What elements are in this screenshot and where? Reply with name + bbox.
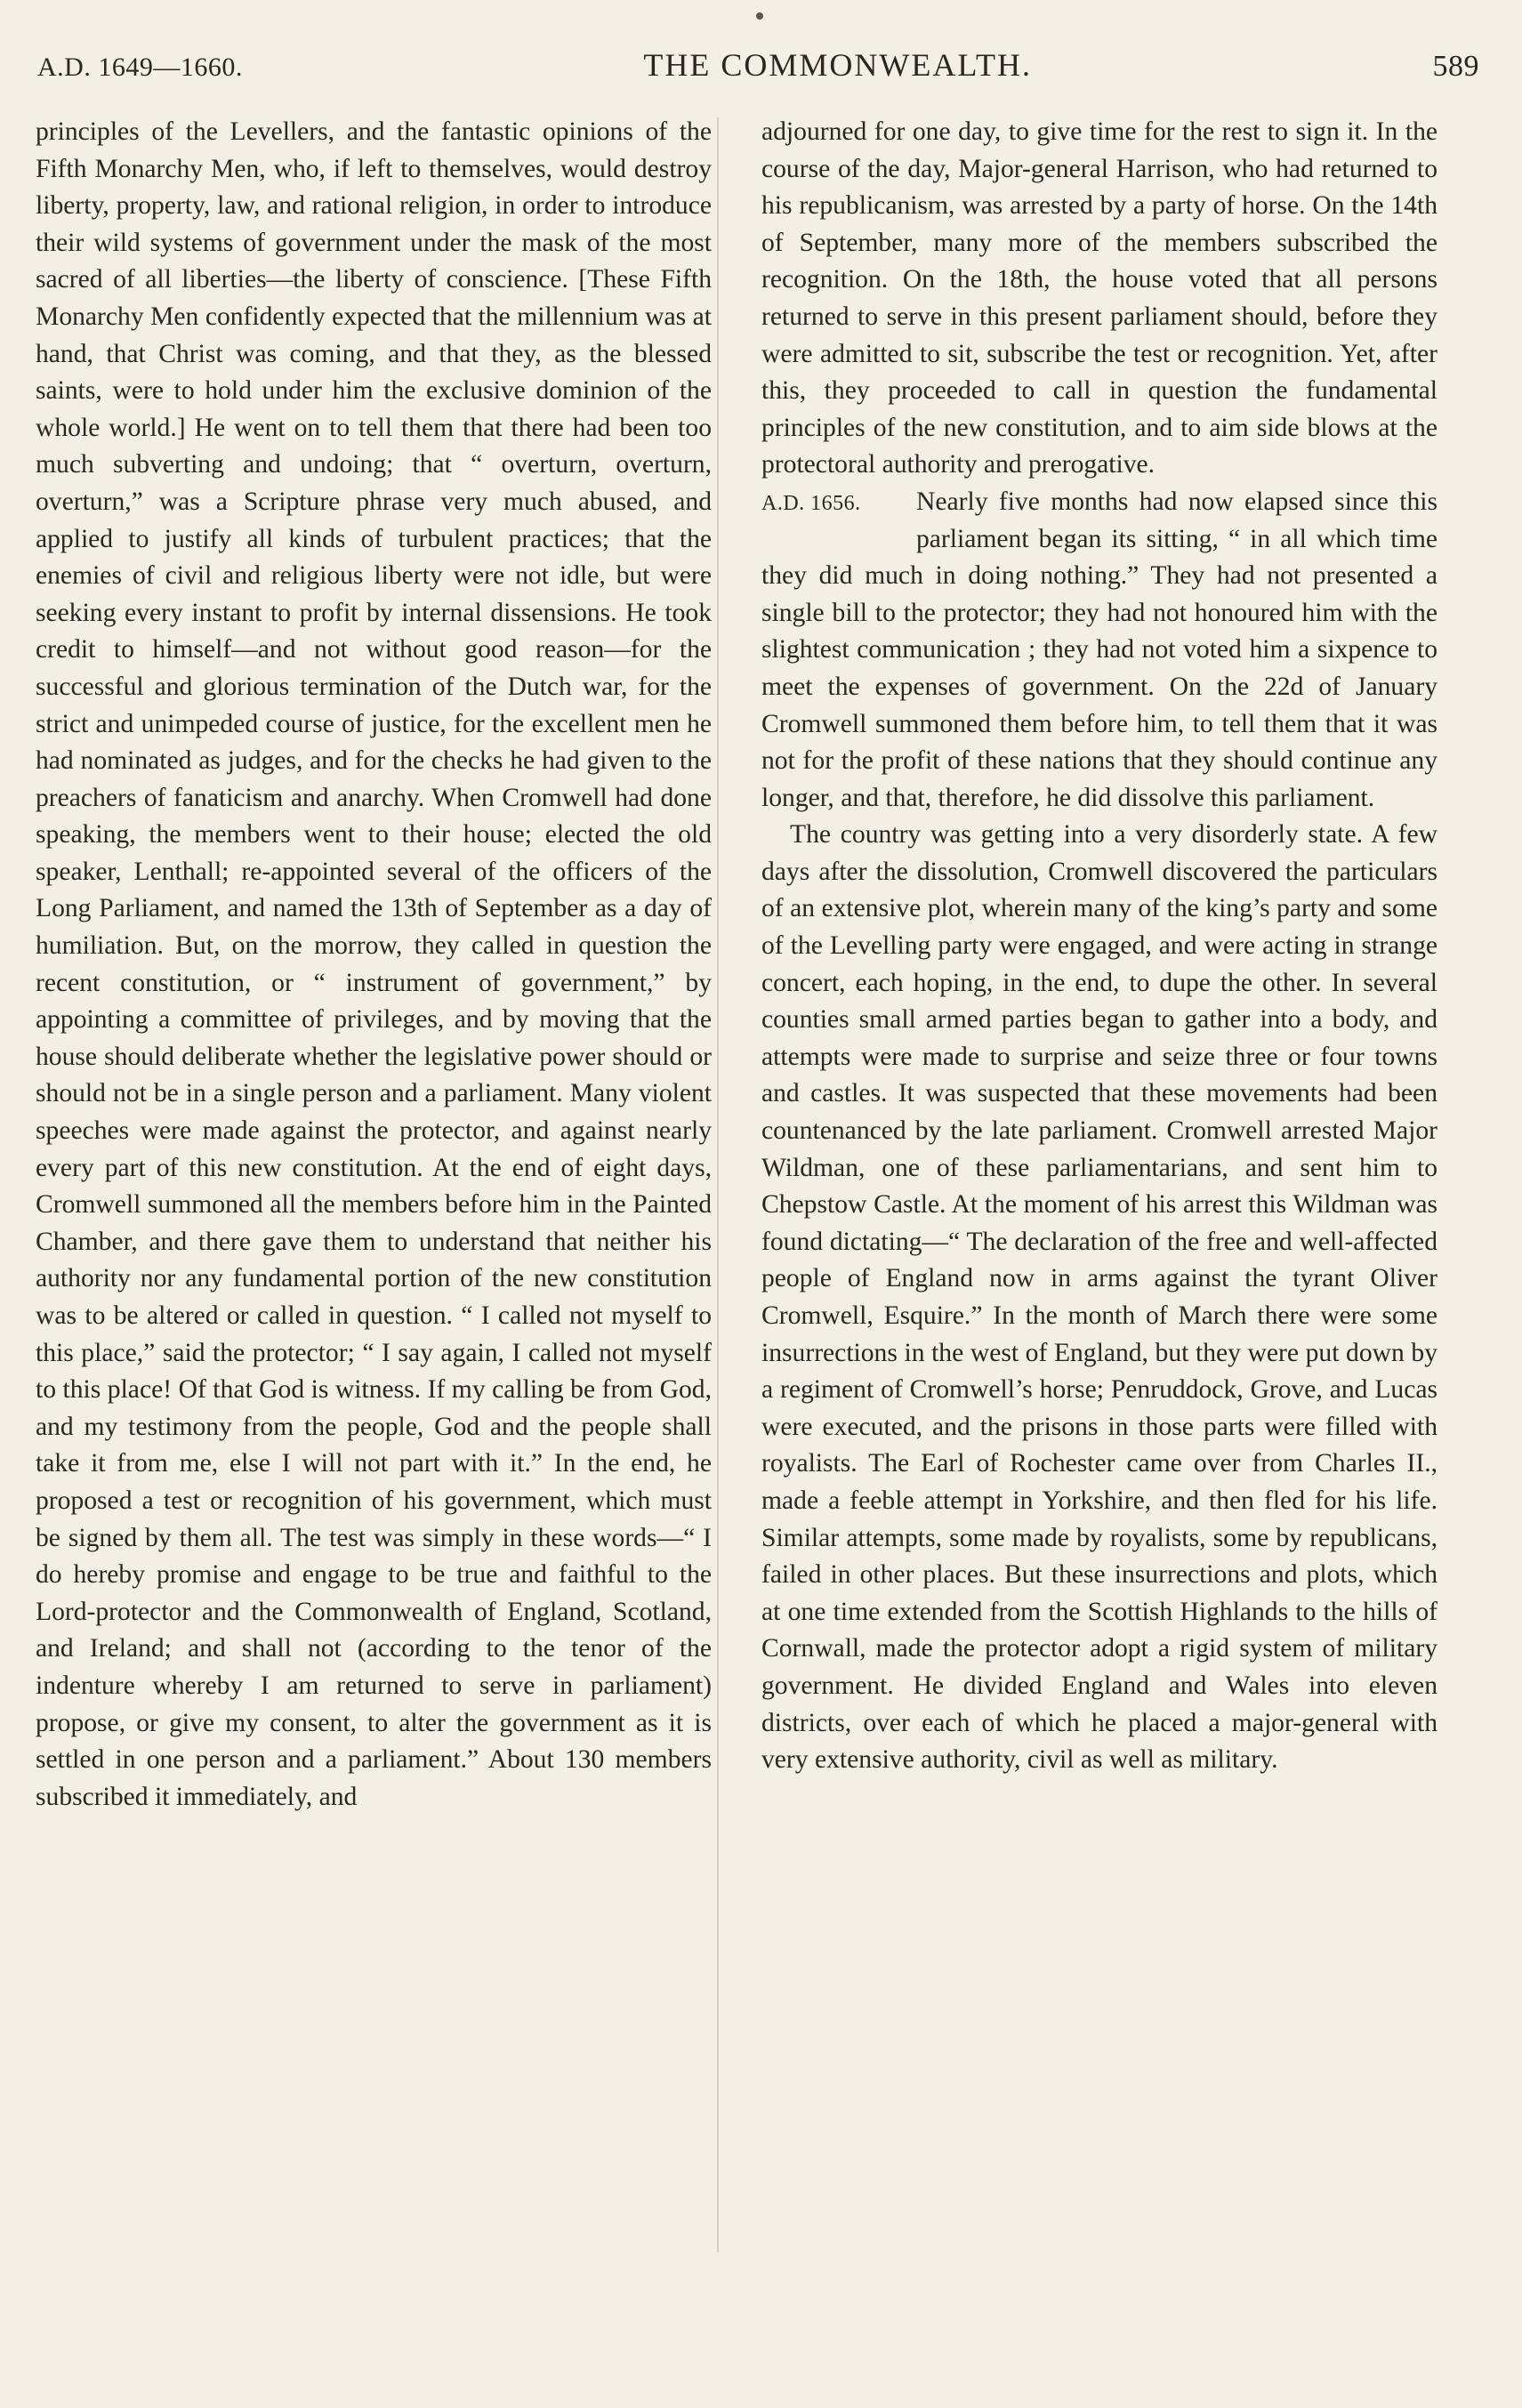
text-columns (36, 114, 1487, 2382)
page-number: 589 (1432, 50, 1479, 83)
header-title: THE COMMONWEALTH. (643, 47, 1032, 83)
right-paragraph-2-block (761, 484, 1437, 817)
header-date-range: A.D. 1649—1660. (37, 52, 243, 82)
right-paragraph-1: adjourned for one day, to give time for the rest to sign it. In the course of the day, Major-general Harrison, who had returned to his republicanism, was arrested by a party of horse. On the 14th of September, many more of the members subscribed the recognition. On the 18th, the house voted that all persons returned to serve in this present parliament should, before they were admitted to sit, subscribe the test or recognition. Yet, after this, they proceeded to call in question the fundamental principles of the new constitution, and to aim side blows at the protectoral authority and prerogative. (761, 117, 1437, 479)
right-paragraph-3: The country was getting into a very disorderly state. A few days after the dissolution, Cromwell discovered the particulars of an extensive plot, wherein many of the king’s party and some of the Levelling party were engaged, and were acting in strange concert, each hoping, in the end, to dupe the other. In several counties small armed parties began to gather into a body, and attempts were made to surprise and seize three or four towns and castles. It was suspected that these movements had been countenanced by the late parliament. Cromwell arrested Major Wildman, one of these parliamentarians, and sent him to Chepstow Castle. At the moment of his arrest this Wildman was found dictating—“ The declaration of the free and well-affected people of England now in arms against the tyrant Oliver Cromwell, Esquire.” In the month of March there were some insurrections in the west of England, but they were put down by a regiment of Cromwell’s horse; Penruddock, Grove, and Lucas were executed, and the prisons in those parts were filled with royalists. The Earl of Rochester came over from Charles II., made a feeble attempt in Yorkshire, and then fled for his life. Similar attempts, some made by royalists, some by republicans, failed in other places. But these insurrections and plots, which at one time extended from the Scottish Highlands to the hills of Cornwall, made the protector adopt a rigid system of military government. He divided England and Wales into eleven districts, over each of which he placed a major-general with very extensive authority, civil as well as military. (761, 820, 1437, 1775)
printer-mark (756, 12, 763, 20)
right-column (761, 114, 1437, 2382)
running-header (37, 46, 1479, 91)
marginal-date-note: A.D. 1656. (761, 491, 861, 515)
left-column (36, 114, 712, 2382)
right-paragraph-2: Nearly five months had now elapsed since this parliament began its sitting, “ in all which time they did much in doing nothing.” They had not presented a single bill to the protector; they had not honoured him with the slightest communication ; they had not voted him a sixpence to meet the expenses of government. On the 22d of January Cromwell summoned them before him, to tell them that it was not for the profit of these nations that they should continue any longer, and that, therefore, he did dissolve this parliament. (761, 487, 1437, 812)
left-paragraph: principles of the Levellers, and the fantastic opinions of the Fifth Monarchy Men, who, if left to themselves, would destroy liberty, property, law, and rational religion, in order to introduce their wild systems of government under the mask of the most sacred of all liberties—the liberty of conscience. [These Fifth Monarchy Men confidently expected that the millennium was at hand, that Christ was coming, and that they, as the blessed saints, were to hold under him the exclusive dominion of the whole world.] He went on to tell them that there had been too much subverting and undoing; that “ overturn, overturn, overturn,” was a Scripture phrase very much abused, and applied to justify all kinds of turbulent practices; that the enemies of civil and religious liberty were not idle, but were seeking every instant to profit by internal dissensions. He took credit to himself—and not without good reason—for the successful and glorious termination of the Dutch war, for the strict and unimpeded course of justice, for the excellent men he had nominated as judges, and for the checks he had given to the preachers of fanaticism and anarchy. When Cromwell had done speaking, the members went to their house; elected the old speaker, Lenthall; re-appointed several of the officers of the Long Parliament, and named the 13th of September as a day of humiliation. But, on the morrow, they called in question the recent constitution, or “ instrument of government,” by appointing a committee of privileges, and by moving that the house should deliberate whether the legislative power should or should not be in a single person and a parliament. Many violent speeches were made against the protector, and against nearly every part of this new constitution. At the end of eight days, Cromwell summoned all the members before him in the Painted Chamber, and there gave them to understand that neither his authority nor any fundamental portion of the new constitution was to be altered or called in question. “ I called not myself to this place,” said the protector; “ I say again, I called not myself to this place! Of that God is witness. If my calling be from God, and my testimony from the people, God and the people shall take it from me, else I will not part with it.” In the end, he proposed a test or recognition of his government, which must be signed by them all. The test was simply in these words—“ I do hereby promise and engage to be true and faithful to the Lord-protector and the Commonwealth of England, Scotland, and Ireland; and shall not (according to the tenor of the indenture whereby I am returned to serve in parliament) propose, or give my consent, to alter the government as it is settled in one person and a parliament.” About 130 members subscribed it immediately, and (36, 117, 712, 1811)
